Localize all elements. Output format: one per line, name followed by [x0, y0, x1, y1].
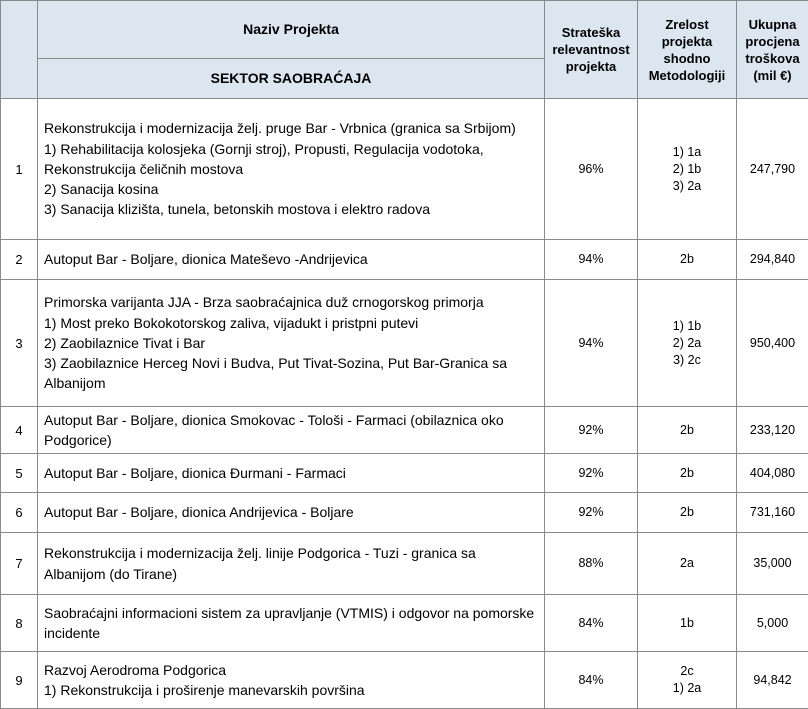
sector-label: SEKTOR SAOBRAĆAJA [211, 70, 372, 86]
maturity-line: 2a [638, 555, 736, 572]
strategic-relevance-cell: 94% [545, 280, 638, 407]
project-name-cell [38, 595, 545, 652]
project-name-line: 3) Sanacija klizišta, tunela, betonskih mostova i elektro radova [44, 199, 540, 219]
total-cost-cell: 950,400 [737, 280, 808, 407]
header-total-cost [737, 1, 808, 99]
project-name-line: Saobraćajni informacioni sistem za upravljanje (VTMIS) i odgovor na pomorske incidente [44, 603, 540, 644]
row-number: 1 [1, 99, 38, 240]
project-name-line: 2) Sanacija kosina [44, 179, 540, 199]
project-name-cell [38, 454, 545, 493]
project-name-cell [38, 407, 545, 454]
project-name-line: Primorska varijanta JJA - Brza saobraćajnica duž crnogorskog primorja [44, 292, 540, 312]
total-cost-cell: 247,790 [737, 99, 808, 240]
table-row [1, 99, 808, 240]
maturity-line: 1) 1b [638, 318, 736, 335]
maturity-line: 2b [638, 422, 736, 439]
row-number: 6 [1, 493, 38, 533]
project-name-line: Rekonstrukcija i modernizacija želj. linije Podgorica - Tuzi - granica sa Albanijom (do Tirane) [44, 543, 540, 584]
row-number: 2 [1, 240, 38, 280]
project-name-line: Razvoj Aerodroma Podgorica [44, 660, 540, 680]
table-row [1, 533, 808, 595]
table-row [1, 407, 808, 454]
maturity-line: 2b [638, 465, 736, 482]
strategic-relevance-cell: 94% [545, 240, 638, 280]
table-row [1, 240, 808, 280]
row-number: 4 [1, 407, 38, 454]
project-name-line: Autoput Bar - Boljare, dionica Andrijevica - Boljare [44, 502, 540, 522]
strategic-relevance-cell: 92% [545, 454, 638, 493]
project-name-cell [38, 652, 545, 709]
zrelost-line: projekta [638, 33, 736, 50]
project-name-cell [38, 99, 545, 240]
maturity-line: 2c [638, 663, 736, 680]
row-number: 8 [1, 595, 38, 652]
table-row [1, 652, 808, 709]
table-row [1, 493, 808, 533]
maturity-line: 2) 2a [638, 335, 736, 352]
row-number: 7 [1, 533, 38, 595]
strategic-relevance-cell: 96% [545, 99, 638, 240]
project-name-cell [38, 493, 545, 533]
header-sector [38, 59, 545, 99]
table-row [1, 280, 808, 407]
maturity-cell [638, 533, 737, 595]
zrelost-line: shodno [638, 50, 736, 67]
maturity-line: 3) 2c [638, 352, 736, 369]
maturity-cell [638, 280, 737, 407]
maturity-line: 2b [638, 504, 736, 521]
zrelost-line: Metodologiji [638, 67, 736, 84]
project-name-label: Naziv Projekta [243, 21, 339, 37]
troskovi-line: procjena [737, 33, 808, 50]
total-cost-cell: 294,840 [737, 240, 808, 280]
maturity-line: 1b [638, 615, 736, 632]
strategic-relevance-cell: 92% [545, 493, 638, 533]
total-cost-cell: 94,842 [737, 652, 808, 709]
row-number: 9 [1, 652, 38, 709]
maturity-line: 2) 1b [638, 161, 736, 178]
project-name-cell [38, 280, 545, 407]
project-name-cell [38, 240, 545, 280]
table-body [1, 99, 808, 709]
total-cost-cell: 5,000 [737, 595, 808, 652]
project-name-line: 1) Rehabilitacija kolosjeka (Gornji stroj), Propusti, Regulacija vodotoka, Rekonstrukcija čeličnih mostova [44, 139, 540, 180]
troskovi-line: troškova [737, 50, 808, 67]
strateska-line: relevantnost [545, 41, 637, 58]
maturity-cell [638, 454, 737, 493]
header-maturity [638, 1, 737, 99]
header-project-name [38, 1, 545, 59]
maturity-cell [638, 493, 737, 533]
project-name-line: 1) Rekonstrukcija i proširenje manevarskih površina [44, 680, 540, 700]
strateska-line: Strateška [545, 24, 637, 41]
strategic-relevance-cell: 88% [545, 533, 638, 595]
project-name-line: Autoput Bar - Boljare, dionica Smokovac - Tološi - Farmaci (obilaznica oko Podgorice) [44, 410, 540, 451]
troskovi-line: (mil €) [737, 67, 808, 84]
row-number: 3 [1, 280, 38, 407]
project-name-line: Autoput Bar - Boljare, dionica Mateševo -Andrijevica [44, 249, 540, 269]
maturity-cell [638, 595, 737, 652]
total-cost-cell: 35,000 [737, 533, 808, 595]
header-strategic-relevance [545, 1, 638, 99]
project-name-cell [38, 533, 545, 595]
project-name-line: 1) Most preko Bokokotorskog zaliva, vijadukt i pristpni putevi [44, 313, 540, 333]
strategic-relevance-cell: 84% [545, 595, 638, 652]
maturity-line: 2b [638, 251, 736, 268]
total-cost-cell: 404,080 [737, 454, 808, 493]
project-name-line: Rekonstrukcija i modernizacija želj. pruge Bar - Vrbnica (granica sa Srbijom) [44, 118, 540, 138]
table-row [1, 595, 808, 652]
strategic-relevance-cell: 84% [545, 652, 638, 709]
total-cost-cell: 731,160 [737, 493, 808, 533]
maturity-cell [638, 407, 737, 454]
maturity-line: 3) 2a [638, 178, 736, 195]
troskovi-line: Ukupna [737, 16, 808, 33]
zrelost-line: Zrelost [638, 16, 736, 33]
maturity-cell [638, 240, 737, 280]
project-name-line: 2) Zaobilaznice Tivat i Bar [44, 333, 540, 353]
maturity-cell [638, 99, 737, 240]
project-name-line: Autoput Bar - Boljare, dionica Đurmani - Farmaci [44, 463, 540, 483]
header-number-cell [1, 1, 38, 99]
maturity-cell [638, 652, 737, 709]
table-row [1, 454, 808, 493]
project-name-line: 3) Zaobilaznice Herceg Novi i Budva, Put Tivat-Sozina, Put Bar-Granica sa Albanijom [44, 353, 540, 394]
maturity-line: 1) 2a [638, 680, 736, 697]
total-cost-cell: 233,120 [737, 407, 808, 454]
maturity-line: 1) 1a [638, 144, 736, 161]
row-number: 5 [1, 454, 38, 493]
strategic-relevance-cell: 92% [545, 407, 638, 454]
strateska-line: projekta [545, 58, 637, 75]
